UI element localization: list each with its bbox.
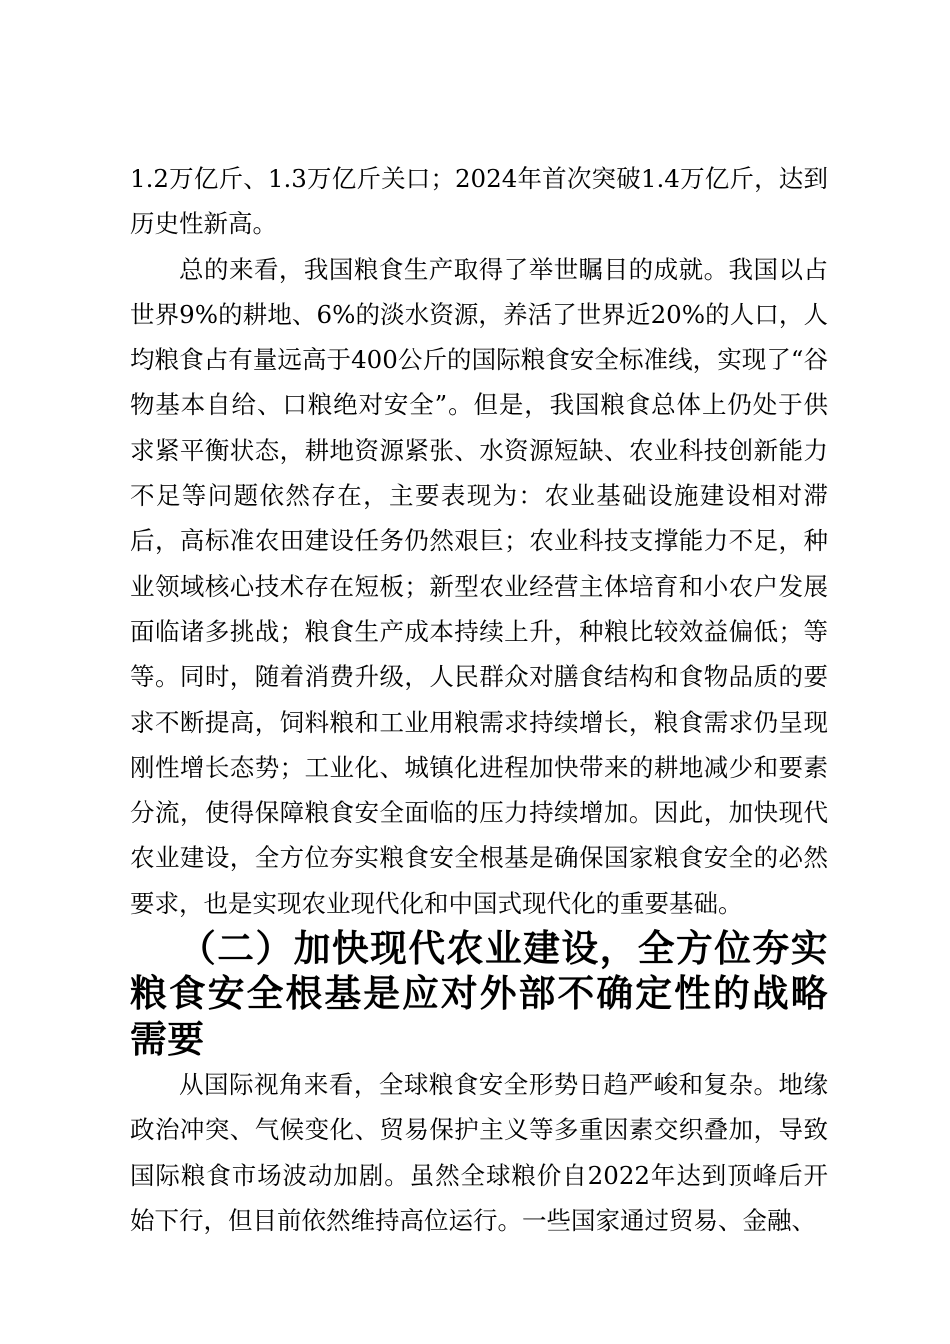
paragraph-international-perspective: 从国际视角来看，全球粮食安全形势日趋严峻和复杂。地缘政治冲突、气候变化、贸易保护主义等多重因素交织叠加，导致国际粮食市场波动加剧。虽然全球粮价自2022年达到顶峰后开始下行，但目前依然维持高位运行。一些国家通过贸易、金融、 <box>130 1069 828 1235</box>
section-heading-strategic-need: （二）加快现代农业建设，全方位夯实粮食安全根基是应对外部不确定性的战略需要 <box>130 927 828 1061</box>
document-body <box>130 156 828 1243</box>
paragraph-grain-output-milestones: 1.2万亿斤、1.3万亿斤关口；2024年首次突破1.4万亿斤，达到历史性新高。 <box>130 164 828 239</box>
paragraph-grain-achievements-and-challenges: 总的来看，我国粮食生产取得了举世瞩目的成就。我国以占世界9%的耕地、6%的淡水资源，养活了世界近20%的人口，人均粮食占有量远高于400公斤的国际粮食安全标准线，实现了“谷物基本自给、口粮绝对安全”。但是，我国粮食总体上仍处于供求紧平衡状态，耕地资源紧张、水资源短缺、农业科技创新能力不足等问题依然存在，主要表现为：农业基础设施建设相对滞后，高标准农田建设任务仍然艰巨；农业科技支撑能力不足，种业领域核心技术存在短板；新型农业经营主体培育和小农户发展面临诸多挑战；粮食生产成本持续上升，种粮比较效益偏低；等等。同时，随着消费升级，人民群众对膳食结构和食物品质的要求不断提高，饲料粮和工业用粮需求持续增长，粮食需求仍呈现刚性增长态势；工业化、城镇化进程加快带来的耕地减少和要素分流，使得保障粮食安全面临的压力持续增加。因此，加快现代农业建设，全方位夯实粮食安全根基是确保国家粮食安全的必然要求，也是实现农业现代化和中国式现代化的重要基础。 <box>130 254 828 918</box>
